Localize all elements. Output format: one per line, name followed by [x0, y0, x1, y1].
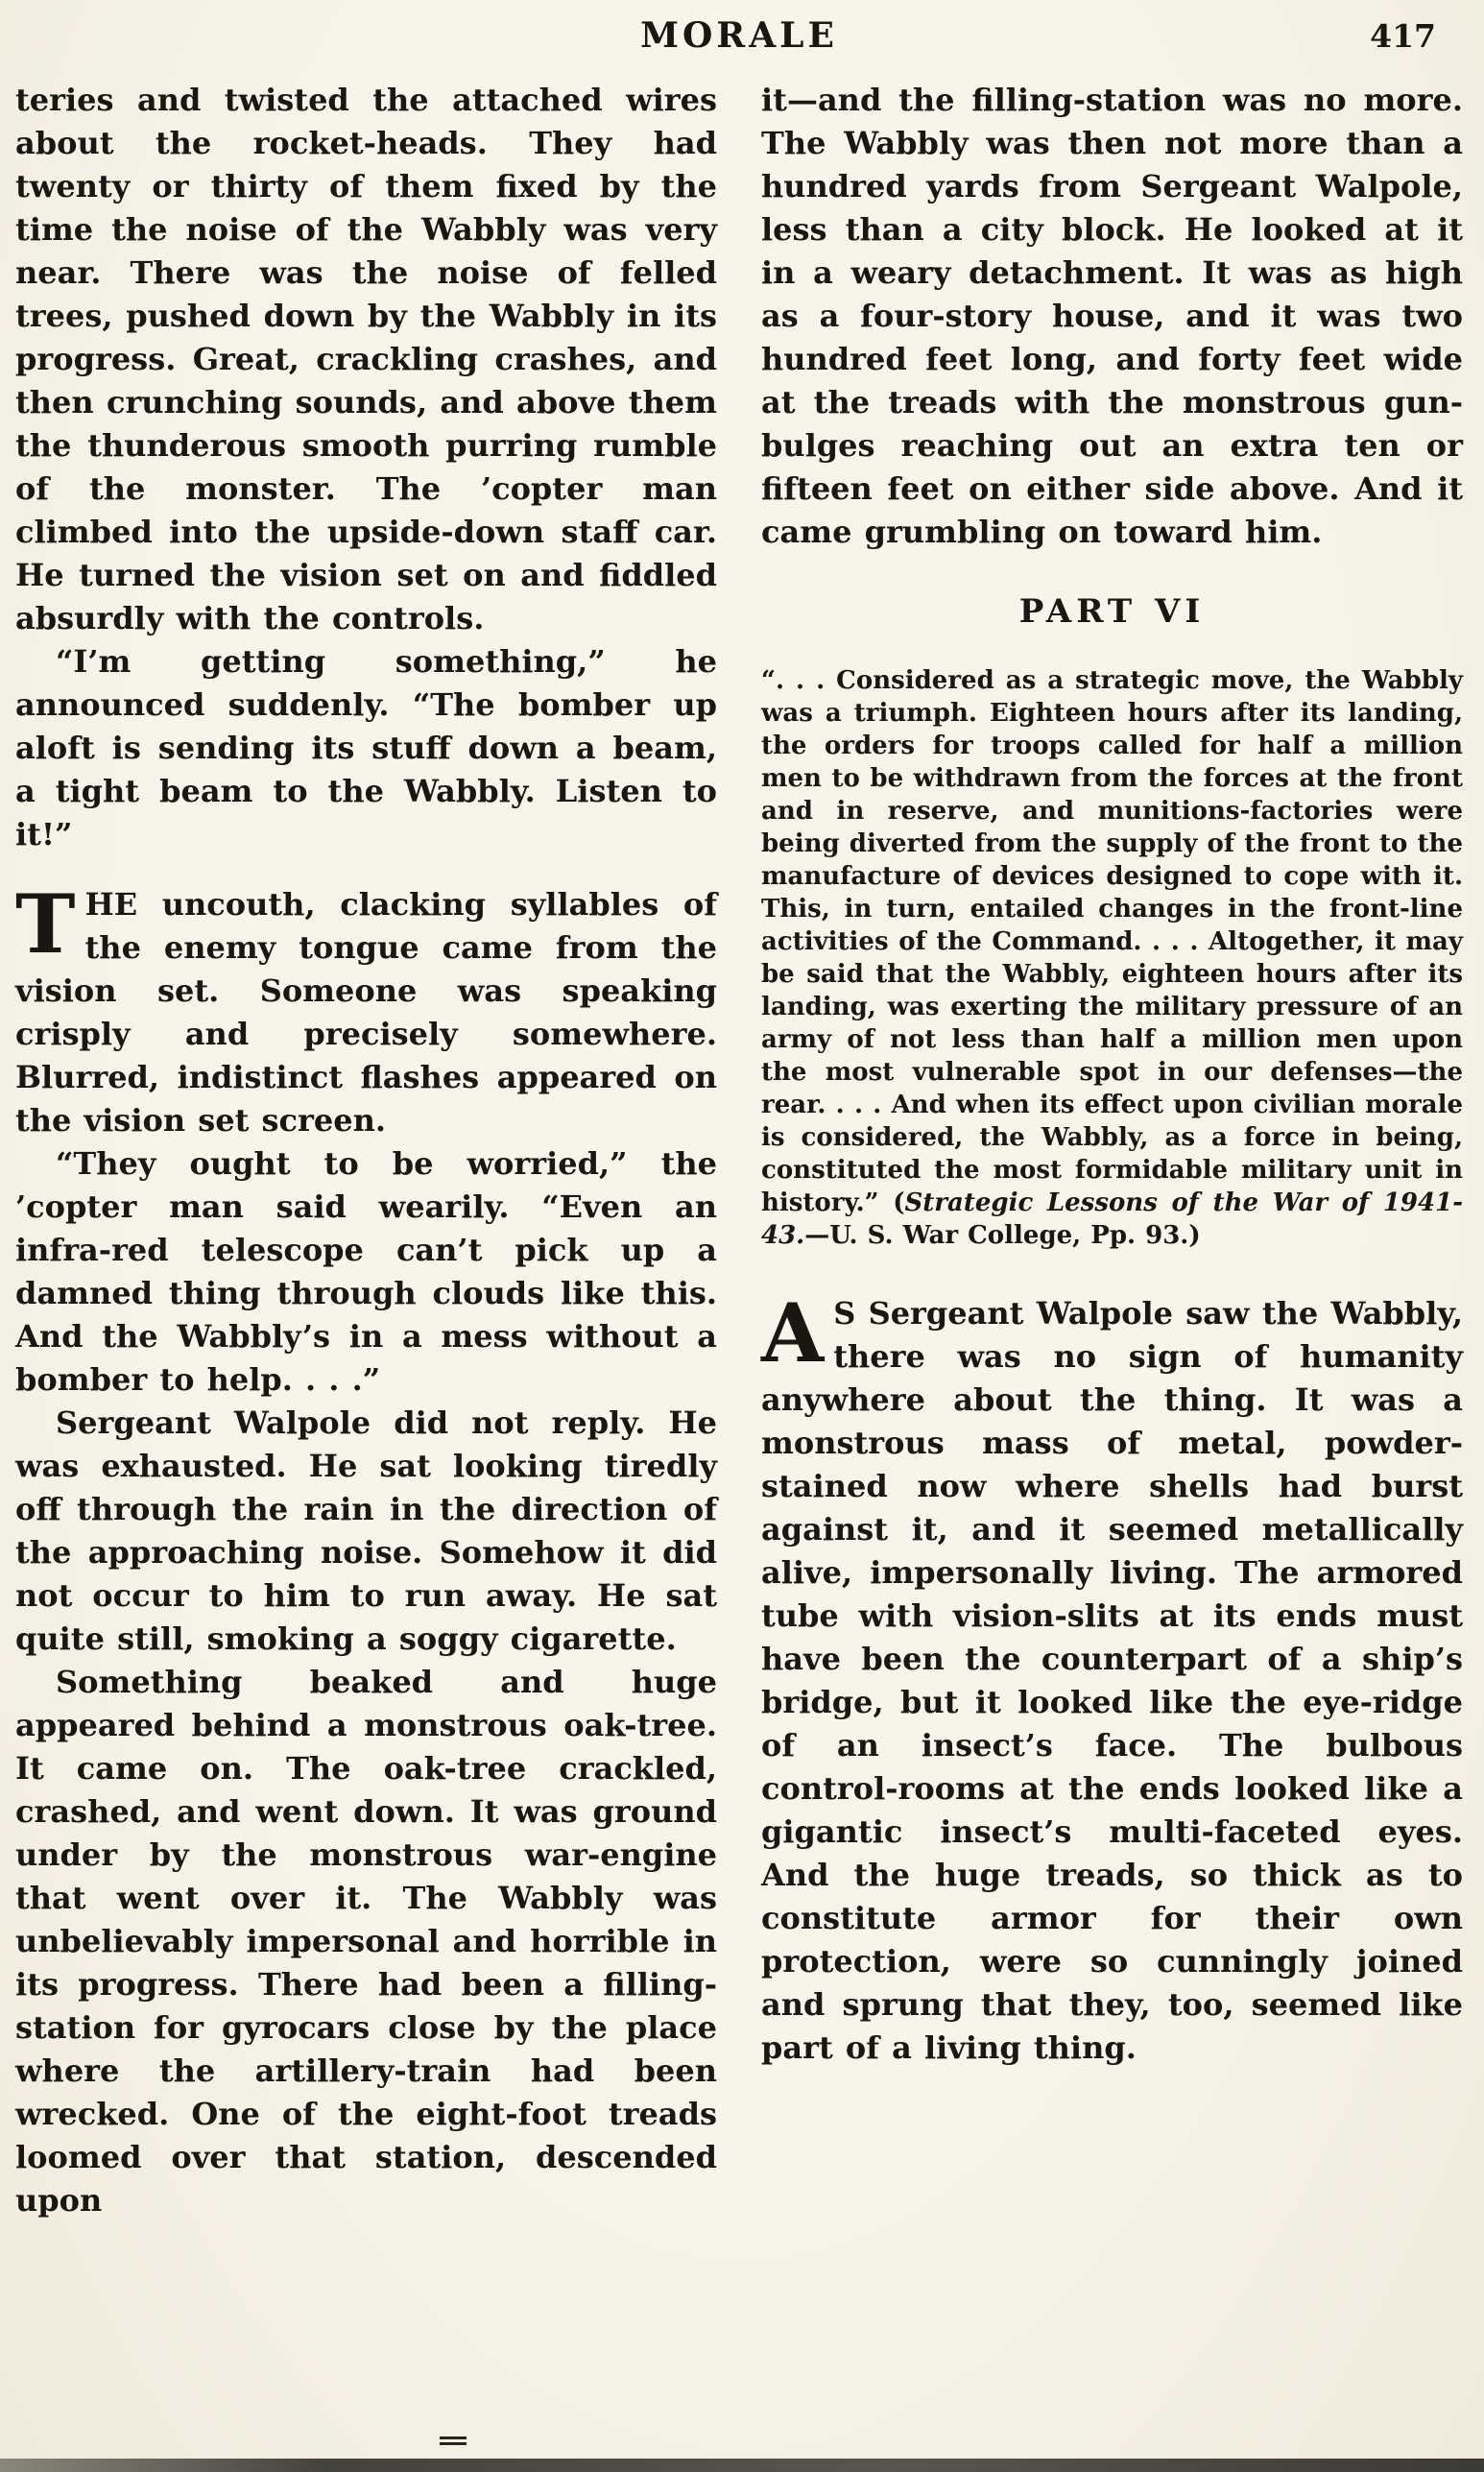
paragraph: “I’m getting something,” he announced suddenly. “The bomber up aloft is sending its stuff down a beam, a tight beam to the Wabbly. Listen to it!” [15, 643, 717, 852]
scan-artifact-mark [440, 2436, 467, 2445]
drop-cap-initial: T [15, 876, 76, 972]
drop-cap-initial: A [761, 1285, 825, 1380]
text-columns [15, 79, 1463, 2222]
right-column [761, 79, 1463, 2222]
left-column [15, 79, 717, 2222]
block-quote [761, 664, 1463, 1252]
section-heading: PART VI [1018, 592, 1206, 631]
paragraph: Sergeant Walpole did not reply. He was exhausted. He sat looking tiredly off through the rain in the direction of the approaching noise. Somehow it did not occur to him to run away. He sat quite still, smoking a soggy cigarette. [15, 1404, 717, 1657]
paragraph-continuation: it—and the filling-station was no more. The Wabbly was then not more than a hundred yards from Sergeant Walpole, less than a city block. He looked at it in a weary detachment. It was as high as a four-story house, and it was two hundred feet long, and forty feet wide at the treads with the monstrous gun-bulges reaching out an extra ten or fifteen feet on either side above. And it came grumbling on toward him. [761, 82, 1463, 550]
paragraph: “They ought to be worried,” the ’copter man said wearily. “Even an infra-red telescope can’t pick up a damned thing through clouds like this. And the Wabbly’s in a mess without a bomber to help. . . .” [15, 1145, 717, 1398]
paragraph-text: S Sergeant Walpole saw the Wabbly, there was no sign of humanity anywhere about the thing. It was a monstrous mass of metal, powder-stained now where shells had burst against it, and it seemed metallically alive, impersonally living. The armored tube with vision-slits at its ends must have been the counterpart of a ship’s bridge, but it looked like the eye-ridge of an insect’s face. The bulbous control-rooms at the ends looked like a gigantic insect’s multi-faceted eyes. And the huge treads, so thick as to constitute armor for their own protection, were so cunningly joined and sprung that they, too, seemed like part of a living thing. [761, 1295, 1463, 2066]
running-title: MORALE [640, 15, 838, 56]
paragraph-continuation: teries and twisted the attached wires about the rocket-heads. They had twenty or thirty of them fixed by the time the noise of the Wabbly was very near. There was the noise of felled trees, pushed down by the Wabbly in its progress. Great, crackling crashes, and then crunching sounds, and above them the thunderous smooth purring rumble of the monster. The ’copter man climbed into the upside-down staff car. He turned the vision set on and fiddled absurdly with the controls. [15, 82, 717, 636]
page-header [15, 15, 1463, 65]
page-number: 417 [1370, 17, 1436, 55]
dropcap-paragraph [761, 1285, 1463, 2070]
quote-citation-tail: —U. S. War College, Pp. 93.) [804, 1221, 1201, 1250]
scan-bottom-edge [0, 2459, 1484, 2472]
paragraph-text: HE uncouth, clacking syllables of the enemy tongue came from the vision set. Someone was speaking crisply and precisely somewhere. Blurred, indistinct flashes appeared on the vision set screen. [15, 886, 717, 1139]
dropcap-paragraph [15, 876, 717, 1142]
quote-text: “. . . Considered as a strategic move, the Wabbly was a triumph. Eighteen hours after its landing, the orders for troops called for half a million men to be withdrawn from the forces at the front and in reserve, and munitions-factories were being diverted from the supply of the front to the manufacture of devices designed to cope with it. This, in turn, entailed changes in the front-line activities of the Command. . . . Altogether, it may be said that the Wabbly, eighteen hours after its landing, was exerting the military pressure of an army of not less than half a million men upon the most vulnerable spot in our defenses—the rear. . . . And when its effect upon civilian morale is considered, the Wabbly, as a force in being, constituted the most formidable military unit in history.” ( [761, 666, 1463, 1217]
paragraph: Something beaked and huge appeared behind a monstrous oak-tree. It came on. The oak-tree crackled, crashed, and went down. It was ground under by the monstrous war-engine that went over it. The Wabbly was unbelievably impersonal and horrible in its progress. There had been a filling-station for gyrocars close by the place where the artillery-train had been wrecked. One of the eight-foot treads loomed over that station, descended upon [15, 1664, 717, 2219]
quote-citation-title: Strategic Lessons of the War of 1941-43. [761, 1188, 1463, 1250]
